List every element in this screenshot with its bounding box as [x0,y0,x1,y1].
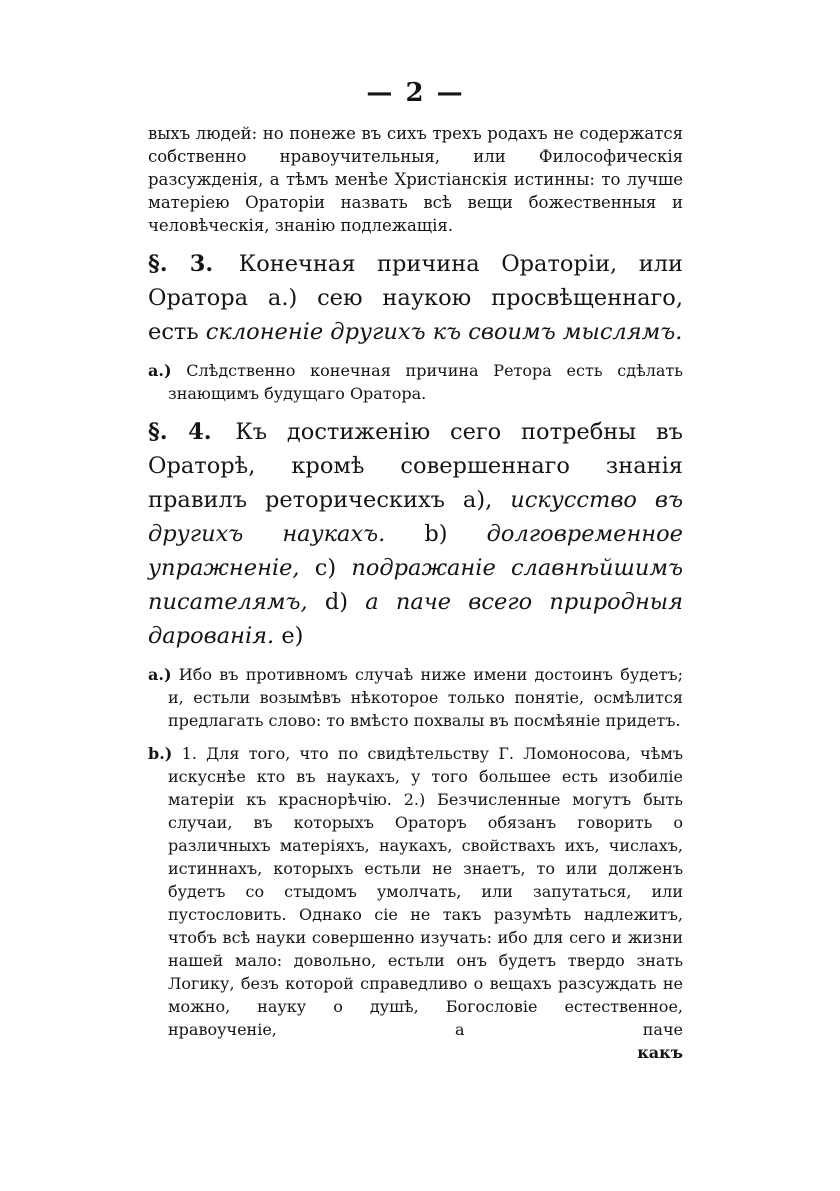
note-4b-text: 1. Для того, что по свидѣтельству Г. Ломоносова, чѣмъ искуснѣе кто въ наукахъ, у того большее есть изобиліе матеріи къ краснорѣчію. 2.) Безчисленные могутъ быть случаи, въ которыхъ Ораторъ обязанъ говорить о различныхъ матеріяхъ, наукахъ, свойствахъ ихъ, числахъ, истиннахъ, которыхъ естьли не знаетъ, то или долженъ будетъ со стыдомъ умолчать, или запутаться, или пустословить. Однако сіе не такъ разумѣть надлежитъ, чтобъ всѣ науки совершенно изучать: ибо для сего и жизни нашей мало: довольно, естьли онъ будетъ твердо знать Логику, безъ которой справедливо о вещахъ разсуждать не можно, науку о душѣ, Богословіе естественное, нравоученіе, а паче [168,744,683,1039]
section-4-text: Къ достиженію сего потребны въ Ораторѣ, кромѣ совершеннаго знанія правилъ реторическихъ а), [148,419,683,513]
note-4b [148,742,683,1041]
section-3-emphasis: склоненіе другихъ къ своимъ мыслямъ. [205,319,683,345]
section-4-emphasis-a: искусство въ другихъ наукахъ. [148,487,683,547]
section-4-marker-c: c) [314,555,337,581]
intro-paragraph: выхъ людей: но понеже въ сихъ трехъ родахъ не содержатся собственно нравоучительныя, или Философическія разсужденія, а тѣмъ менѣе Христіанскія истинны: то лучше матеріею Ораторіи назвать всѣ вещи божественныя и человѣческія, знанію подлежащія. [148,124,683,235]
page-number: — 2 — [366,78,465,108]
note-3a-mark: a.) [148,361,172,380]
section-4-emphasis-c: подражаніе славнѣйшимъ писателямъ, [148,555,684,615]
section-4 [148,415,683,653]
section-4-number: §. 4. [148,419,212,445]
note-4a-text: Ибо въ противномъ случаѣ ниже имени достоинъ будетъ; и, естьли возымѣвъ нѣкоторое только понятіе, осмѣлится предлагать слово: то вмѣсто похвалы въ посмѣяніе придетъ. [168,665,683,730]
note-4a [148,663,683,732]
section-4-marker-e: e) [281,623,304,649]
section-4-marker-b: b) [424,521,448,547]
note-4a-mark: a.) [148,665,172,684]
section-3-number: §. 3. [148,251,214,277]
note-3a-text: Слѣдственно конечная причина Ретора есть сдѣлать знающимъ будущаго Оратора. [168,361,683,403]
section-3-text: Конечная причина Ораторіи, или Оратора а.) сею наукою просвѣщеннаго, есть [148,251,683,345]
section-4-emphasis-b: долговременное упражненіе, [148,521,683,581]
section-4-emphasis-d: а паче всего природныя дарованія. [148,589,683,649]
note-3a [148,359,683,405]
catchword: какъ [637,1043,683,1062]
note-4b-mark: b.) [148,744,173,763]
section-3 [148,247,683,349]
book-page [148,78,683,1062]
section-4-marker-d: d) [324,589,349,615]
